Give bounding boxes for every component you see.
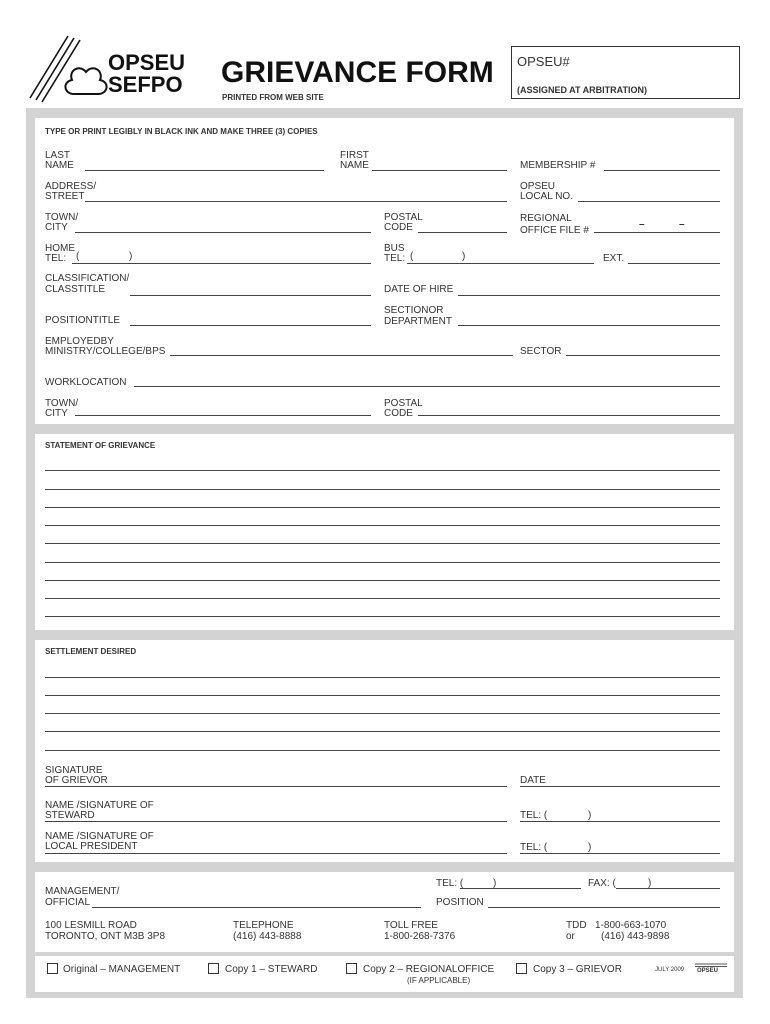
postal2-label-2: CODE	[384, 408, 413, 419]
mgmt-official-field[interactable]	[92, 907, 421, 908]
steward-label-1: NAME /SIGNATURE OF	[45, 800, 154, 811]
bus-tel-field[interactable]	[407, 263, 594, 264]
mgmt-tel-close: )	[493, 878, 497, 889]
town2-label-2: CITY	[45, 408, 68, 419]
steward-tel-close: )	[588, 810, 592, 821]
logo-stripes-icon	[28, 34, 108, 104]
bus-tel-label-1: BUS	[384, 243, 405, 254]
date-of-hire-label: DATE OF HIRE	[384, 284, 454, 295]
copy2-note: (IF APPLICABLE)	[407, 976, 471, 985]
president-tel-field[interactable]	[520, 853, 720, 854]
local-field[interactable]	[578, 201, 720, 202]
regional-label-2: OFFICE FILE #	[520, 225, 589, 236]
statement-line[interactable]	[45, 616, 720, 617]
home-tel-paren-close: )	[129, 251, 133, 262]
copy3-checkbox[interactable]	[516, 963, 527, 974]
section-label-1: SECTIONOR	[384, 305, 444, 316]
office-tdd-number-1: 1-800-663-1070	[595, 920, 667, 931]
statement-heading: STATEMENT OF GRIEVANCE	[45, 441, 156, 450]
page-subtitle: PRINTED FROM WEB SITE	[222, 93, 324, 102]
steward-field[interactable]	[45, 821, 507, 822]
small-opseu-logo	[693, 962, 729, 978]
opseu-number-note: (ASSIGNED AT ARBITRATION)	[517, 85, 647, 95]
personal-info-section	[35, 118, 734, 424]
statement-section	[35, 434, 734, 630]
date-of-hire-field[interactable]	[458, 295, 720, 296]
membership-label: MEMBERSHIP #	[520, 160, 596, 171]
town2-label-1: TOWN/	[45, 398, 79, 409]
president-field[interactable]	[45, 853, 507, 854]
regional-label-1: REGIONAL	[520, 213, 572, 224]
office-tdd-1: TDD	[566, 920, 587, 931]
employed-by-field[interactable]	[170, 355, 513, 356]
settlement-heading: SETTLEMENT DESIRED	[45, 647, 137, 656]
mgmt-official-label-1: MANAGEMENT/	[45, 886, 120, 897]
mgmt-tel-label: TEL: (	[436, 878, 464, 889]
mgmt-official-label-2: OFFICIAL	[45, 897, 91, 908]
opseu-logo	[28, 34, 198, 104]
settlement-line[interactable]	[45, 677, 720, 678]
steward-tel-field[interactable]	[520, 821, 720, 822]
office-toll-free-1: TOLL FREE	[384, 920, 438, 931]
copy2-label: Copy 2 – REGIONALOFFICE	[363, 964, 495, 975]
copy1-label: Copy 1 – STEWARD	[225, 964, 318, 975]
bus-tel-label-2: TEL:	[384, 253, 406, 264]
employed-by-label-1: EMPLOYEDBY	[45, 336, 114, 347]
statement-line[interactable]	[45, 543, 720, 544]
grievor-signature-field[interactable]	[45, 786, 507, 787]
mgmt-position-label: POSITION	[436, 897, 484, 908]
copy3-label: Copy 3 – GRIEVOR	[533, 964, 622, 975]
bus-tel-paren-open: (	[410, 251, 414, 262]
settlement-line[interactable]	[45, 731, 720, 732]
statement-line[interactable]	[45, 470, 720, 471]
logo-text-sefpo: SEFPO	[108, 72, 183, 97]
position-title-label: POSITIONTITLE	[45, 315, 121, 326]
statement-line[interactable]	[45, 598, 720, 599]
work-location-label: WORKLOCATION	[45, 377, 127, 388]
last-name-label-2: NAME	[45, 160, 74, 171]
ext-label: EXT.	[603, 253, 625, 264]
mgmt-fax-label: FAX: (	[588, 878, 616, 889]
first-name-label-2: NAME	[340, 160, 369, 171]
statement-line[interactable]	[45, 580, 720, 581]
statement-line[interactable]	[45, 525, 720, 526]
classification-label-1: CLASSIFICATION/	[45, 273, 130, 284]
regional-dash-1: –	[639, 219, 645, 230]
town-label-1: TOWN/	[45, 212, 79, 223]
steward-label-2: STEWARD	[45, 810, 95, 821]
date-label: DATE	[520, 775, 546, 786]
address-field[interactable]	[85, 201, 507, 202]
original-checkbox[interactable]	[47, 963, 58, 974]
settlement-line[interactable]	[45, 695, 720, 696]
mgmt-fax-close: )	[648, 878, 652, 889]
statement-line[interactable]	[45, 507, 720, 508]
copy1-checkbox[interactable]	[208, 963, 219, 974]
postal-label-1: POSTAL	[384, 212, 423, 223]
grievor-signature-label-2: OF GRIEVOR	[45, 775, 108, 786]
ext-field[interactable]	[628, 263, 720, 264]
last-name-field[interactable]	[85, 170, 324, 171]
office-toll-free-2: 1-800-268-7376	[384, 931, 456, 942]
office-tdd-2: or	[566, 931, 575, 942]
small-logo-text: OPSEU	[697, 968, 719, 974]
home-tel-field[interactable]	[72, 263, 371, 264]
bus-tel-paren-close: )	[462, 251, 466, 262]
statement-line[interactable]	[45, 489, 720, 490]
form-date: JULY 2009	[655, 967, 685, 973]
town-label-2: CITY	[45, 222, 68, 233]
page-title: GRIEVANCE FORM	[221, 56, 494, 89]
mgmt-fax-field[interactable]	[616, 888, 720, 889]
opseu-number-box[interactable]	[511, 46, 740, 99]
address-label-2: STREET	[45, 191, 85, 202]
postal2-label-1: POSTAL	[384, 398, 423, 409]
section-label-2: DEPARTMENT	[384, 316, 452, 327]
first-name-field[interactable]	[372, 170, 507, 171]
employed-by-label-2: MINISTRY/COLLEGE/BPS	[45, 346, 166, 357]
last-name-label-1: LAST	[45, 150, 71, 161]
office-tdd-number-2: (416) 443-9898	[601, 931, 670, 942]
settlement-section	[35, 640, 734, 862]
classification-label-2: CLASSTITLE	[45, 284, 106, 295]
settlement-line[interactable]	[45, 713, 720, 714]
opseu-number-label: OPSEU#	[517, 54, 570, 69]
position-title-field[interactable]	[130, 325, 371, 326]
home-tel-label-1: HOME	[45, 243, 75, 254]
president-tel-label: TEL: (	[520, 842, 548, 853]
settlement-line[interactable]	[45, 750, 720, 751]
president-label-2: LOCAL PRESIDENT	[45, 841, 138, 852]
mgmt-position-field[interactable]	[488, 907, 720, 908]
town2-field[interactable]	[75, 415, 371, 416]
home-tel-label-2: TEL:	[45, 253, 67, 264]
local-label-1: OPSEU	[520, 181, 556, 192]
office-telephone-2: (416) 443-8888	[233, 931, 302, 942]
instruction-text: TYPE OR PRINT LEGIBLY IN BLACK INK AND MAKE THREE (3) COPIES	[45, 127, 318, 136]
statement-line[interactable]	[45, 562, 720, 563]
sector-label: SECTOR	[520, 346, 562, 357]
membership-field[interactable]	[604, 170, 720, 171]
grievor-signature-label-1: SIGNATURE	[45, 765, 103, 776]
postal-field[interactable]	[418, 232, 507, 233]
address-label-1: ADDRESS/	[45, 181, 97, 192]
work-location-field[interactable]	[134, 386, 720, 387]
classification-field[interactable]	[130, 295, 371, 296]
home-tel-paren-open: (	[76, 251, 80, 262]
copy2-checkbox[interactable]	[346, 963, 357, 974]
steward-tel-label: TEL: (	[520, 810, 548, 821]
president-tel-close: )	[588, 842, 592, 853]
office-telephone-1: TELEPHONE	[233, 920, 294, 931]
first-name-label-1: FIRST	[340, 150, 369, 161]
local-label-2: LOCAL NO.	[520, 191, 573, 202]
regional-field[interactable]	[594, 232, 720, 233]
logo-text-opseu: OPSEU	[108, 50, 186, 75]
sector-field[interactable]	[566, 355, 720, 356]
regional-dash-2: –	[679, 219, 685, 230]
town-field[interactable]	[75, 232, 371, 233]
mgmt-tel-field[interactable]	[460, 888, 581, 889]
president-label-1: NAME /SIGNATURE OF	[45, 831, 154, 842]
postal2-field[interactable]	[418, 415, 720, 416]
original-label: Original – MANAGEMENT	[63, 964, 181, 975]
postal-label-2: CODE	[384, 222, 413, 233]
date-field[interactable]	[520, 786, 720, 787]
office-address-2: TORONTO, ONT M3B 3P8	[45, 931, 166, 942]
section-field[interactable]	[458, 325, 720, 326]
office-address-1: 100 LESMILL ROAD	[45, 920, 137, 931]
